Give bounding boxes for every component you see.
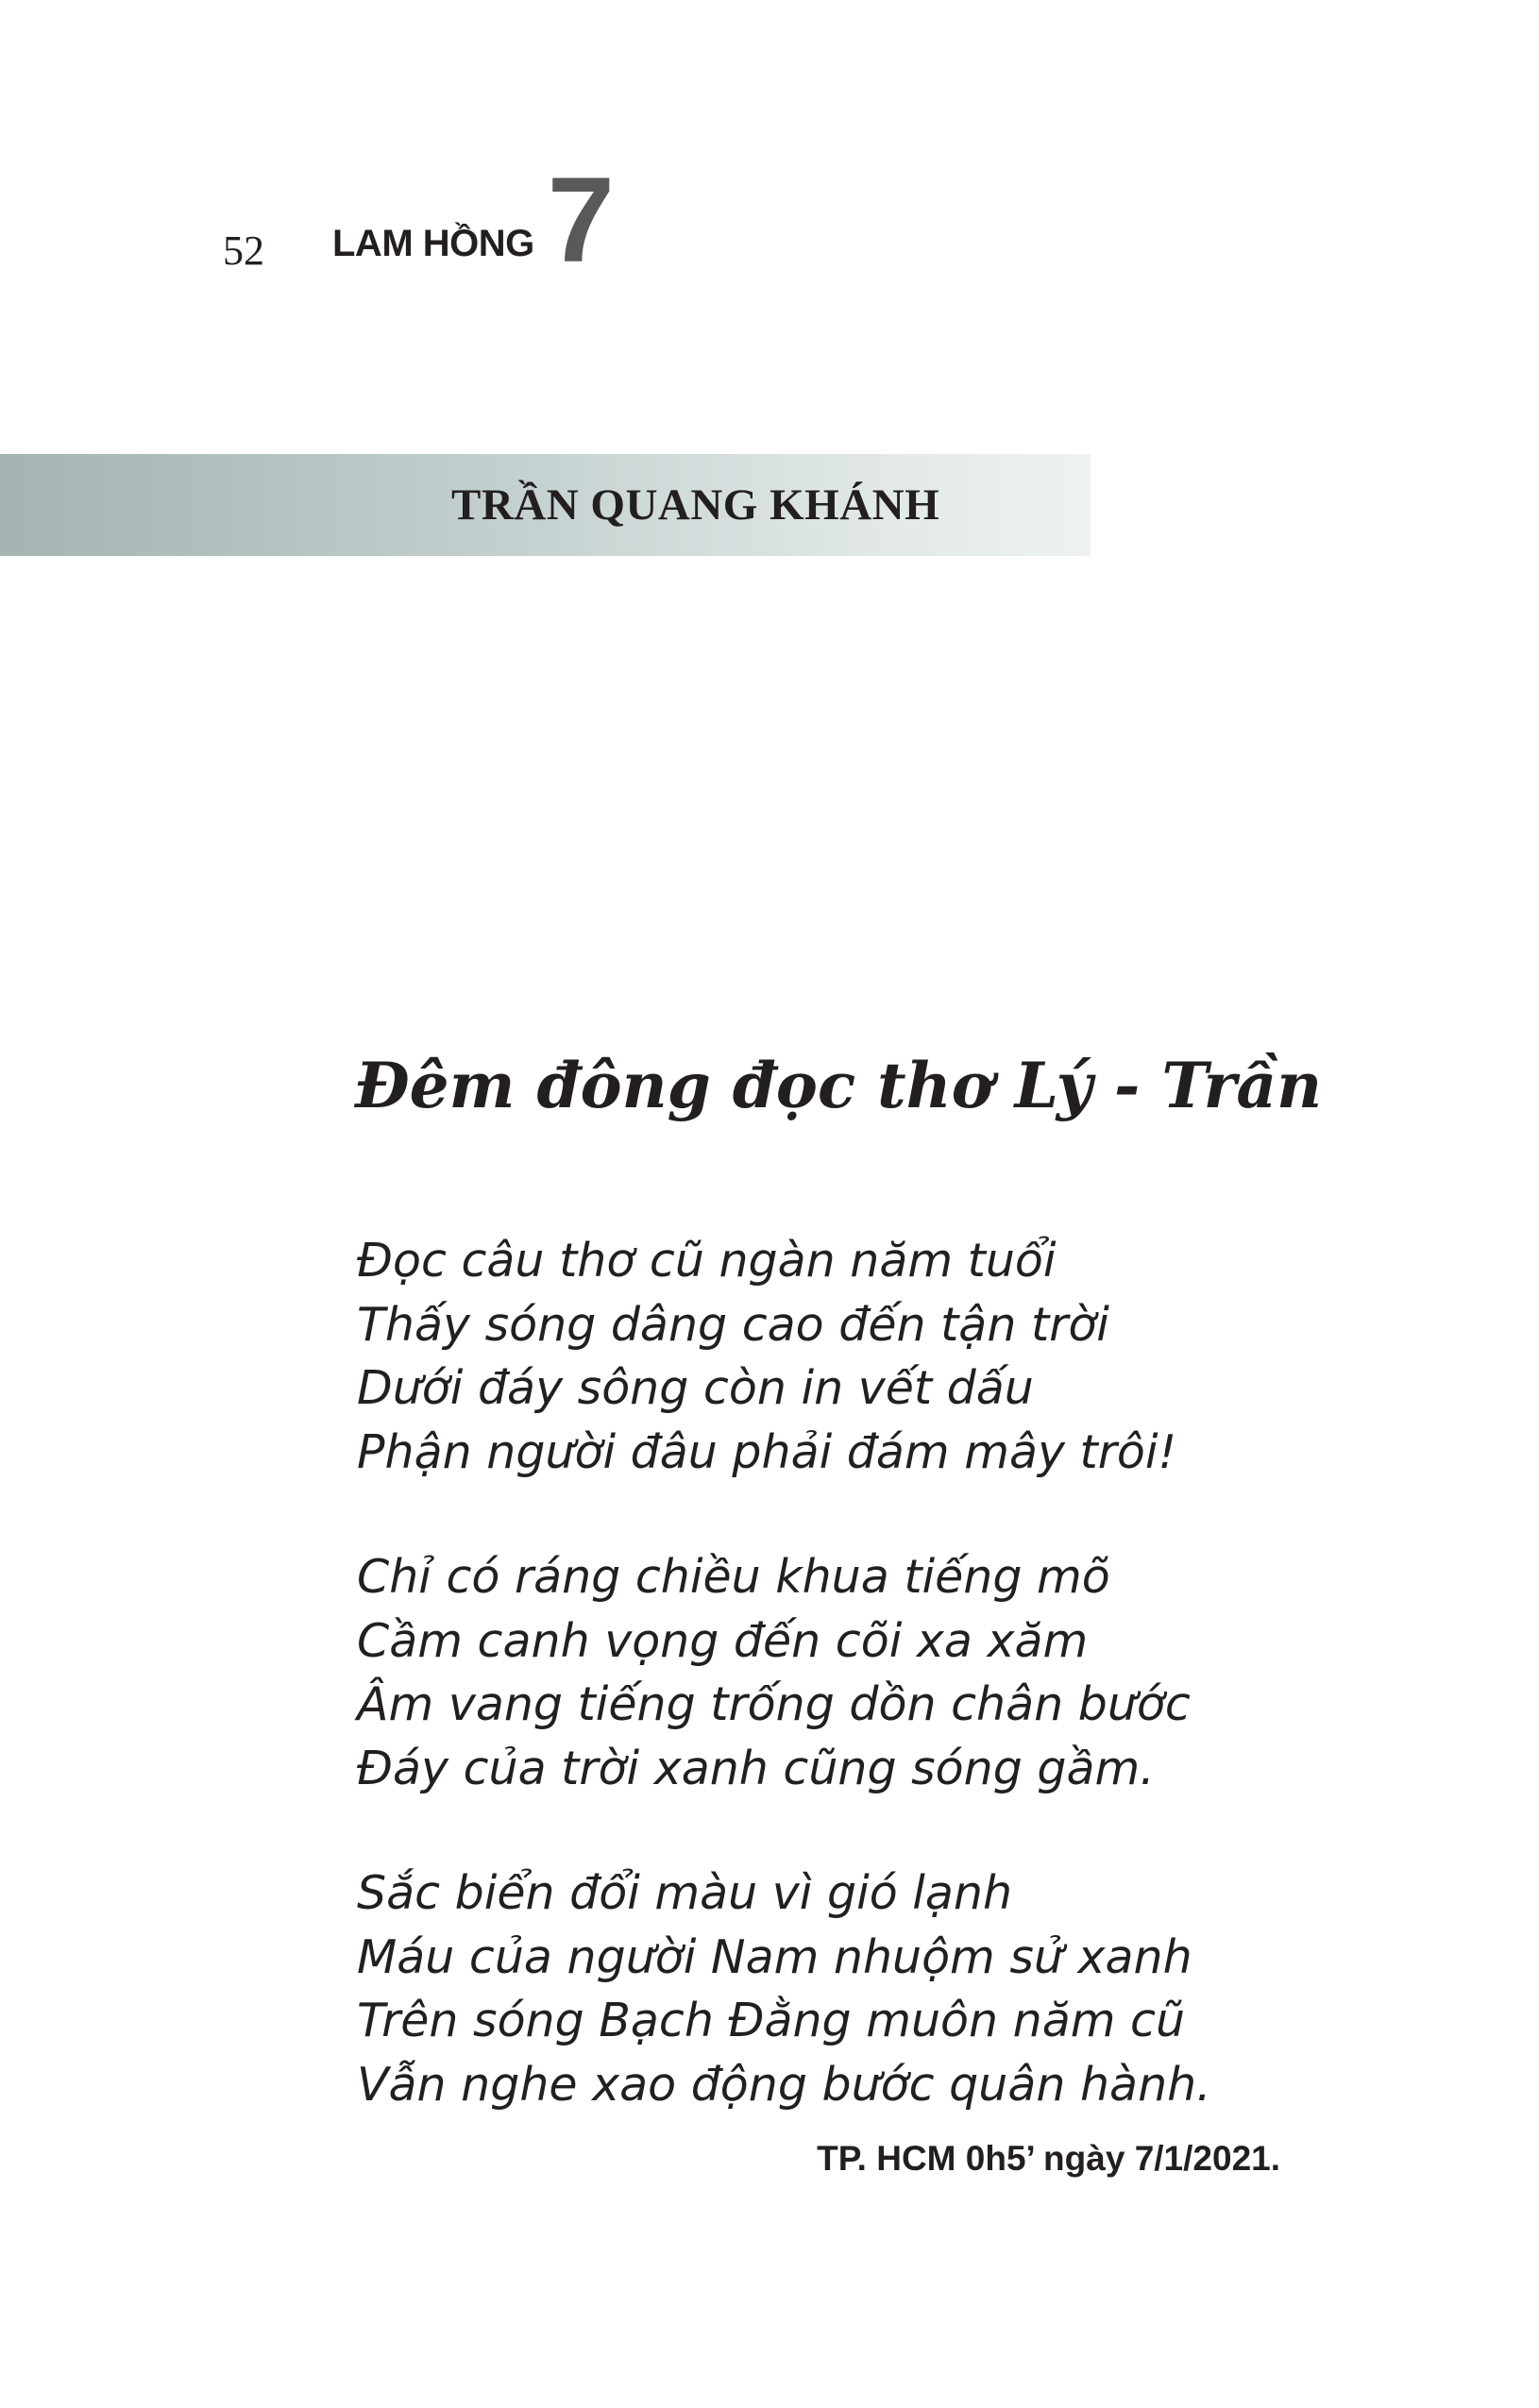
page-number: 52	[223, 227, 264, 274]
poem-line: Âm vang tiếng trống dồn chân bước	[357, 1677, 1191, 1731]
poem-line: Trên sóng Bạch Đằng muôn năm cũ	[357, 1994, 1186, 2047]
poem-line: Sắc biển đổi màu vì gió lạnh	[357, 1866, 1013, 1920]
stanza-2	[357, 1545, 1211, 1800]
poem-body	[357, 1229, 1211, 2116]
poem-line: Phận người đâu phải đám mây trôi!	[357, 1424, 1177, 1479]
issue-number: 7	[547, 153, 615, 288]
stanza-3	[357, 1861, 1211, 2116]
poem-line: Chỉ có ráng chiều khua tiếng mõ	[357, 1550, 1110, 1604]
poem-signature: TP. HCM 0h5’ ngày 7/1/2021.	[817, 2139, 1280, 2178]
stanza-1	[357, 1229, 1211, 1484]
poem-line: Vẫn nghe xao động bước quân hành.	[357, 2057, 1211, 2112]
poem-line: Máu của người Nam nhuộm sử xanh	[357, 1929, 1192, 1984]
poem-line: Thấy sóng dâng cao đến tận trời	[357, 1297, 1109, 1352]
poem-line: Đọc câu thơ cũ ngàn năm tuổi	[357, 1234, 1057, 1288]
author-name: TRẦN QUANG KHÁNH	[451, 480, 940, 530]
poem-line: Cầm canh vọng đến cõi xa xăm	[357, 1613, 1089, 1668]
author-band	[0, 454, 1091, 556]
poem-line: Đáy của trời xanh cũng sóng gầm.	[357, 1741, 1155, 1795]
running-head	[223, 153, 615, 288]
book-title: LAM HỒNG	[332, 223, 534, 264]
poem-title: Đêm đông đọc thơ Lý - Trần	[355, 1049, 1323, 1122]
poem-line: Dưới đáy sông còn in vết dấu	[357, 1361, 1034, 1415]
